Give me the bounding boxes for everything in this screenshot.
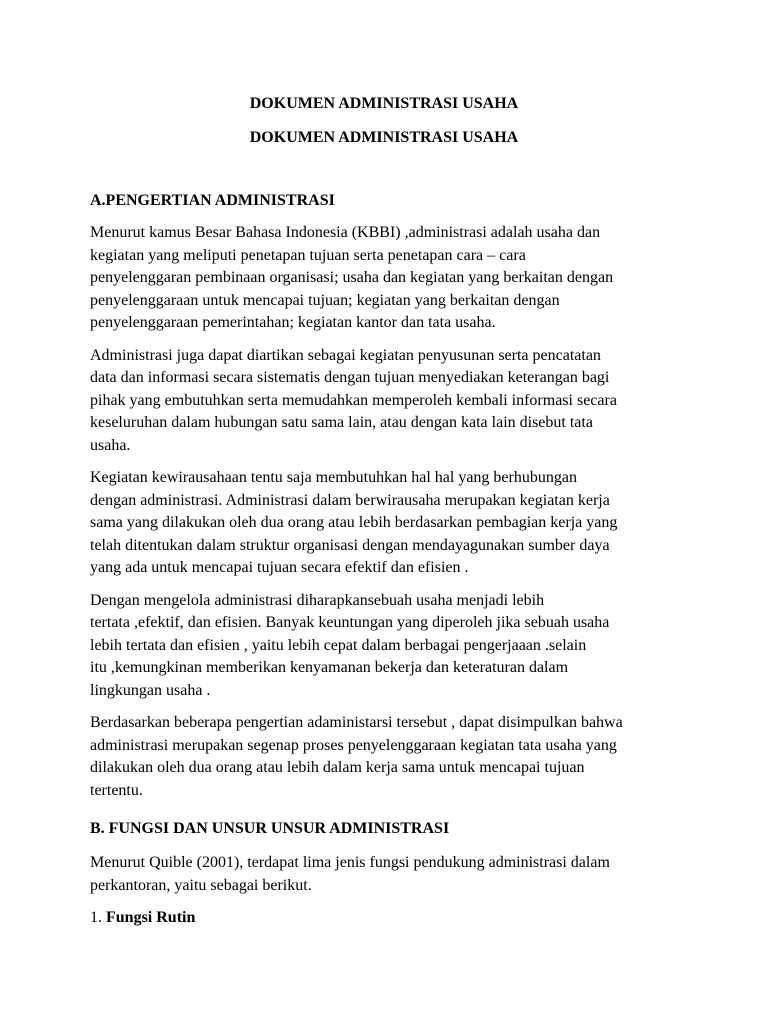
paragraph-line: lebih tertata dan efisien , yaitu lebih cepat dalam berbagai pengerjaaan .selain bbox=[90, 636, 587, 654]
document-body bbox=[90, 190, 680, 929]
paragraph-line: kegiatan yang meliputi penetapan tujuan serta penetapan cara – cara bbox=[90, 246, 526, 264]
paragraph-line: Menurut kamus Besar Bahasa Indonesia (KBBI) ,administrasi adalah usaha dan bbox=[90, 224, 601, 241]
paragraph-line: perkantoran, yaitu sebagai berikut. bbox=[90, 876, 312, 894]
paragraph-line: lingkungan usaha . bbox=[90, 681, 211, 699]
paragraph-line: Menurut Quible (2001), terdapat lima jenis fungsi pendukung administrasi dalam bbox=[90, 854, 610, 871]
document-title: DOKUMEN ADMINISTRASI USAHA bbox=[249, 95, 519, 112]
paragraph-line: Administrasi juga dapat diartikan sebagai kegiatan penyusunan serta pencatatan bbox=[90, 346, 601, 364]
paragraph-line: Kegiatan kewirausahaan tentu saja membutuhkan hal hal yang berhubungan bbox=[90, 469, 577, 486]
list-item-label: Fungsi Rutin bbox=[106, 909, 196, 926]
paragraph bbox=[90, 712, 680, 802]
paragraph bbox=[90, 222, 680, 335]
paragraph bbox=[90, 852, 680, 897]
paragraph-line: usaha. bbox=[90, 436, 131, 454]
paragraph bbox=[90, 345, 680, 458]
list-item-number: 1. bbox=[90, 909, 102, 926]
paragraph-line: pihak yang embutuhkan serta memudahkan memperoleh kembali informasi secara bbox=[90, 391, 617, 409]
paragraph-line: administrasi merupakan segenap proses penyelenggaraan kegiatan tata usaha yang bbox=[90, 736, 617, 754]
paragraph-line: penyelenggaran pembinaan organisasi; usaha dan kegiatan yang berkaitan dengan bbox=[90, 269, 614, 286]
paragraph-line: tertata ,efektif, dan efisien. Banyak keuntungan yang diperoleh jika sebuah usaha bbox=[90, 614, 610, 631]
paragraph-line: Berdasarkan beberapa pengertian adaministarsi tersebut , dapat disimpulkan bahwa bbox=[90, 714, 623, 731]
paragraph-line: tertentu. bbox=[90, 781, 143, 799]
paragraph bbox=[90, 590, 680, 703]
paragraph-line: dilakukan oleh dua orang atau lebih dalam kerja sama untuk mencapai tujuan bbox=[90, 759, 585, 776]
paragraph-line: Dengan mengelola administrasi diharapkansebuah usaha menjadi lebih bbox=[90, 591, 545, 609]
paragraph-line: sama yang dilakukan oleh dua orang atau lebih berdasarkan pembagian kerja yang bbox=[90, 514, 618, 531]
document-title-repeat: DOKUMEN ADMINISTRASI USAHA bbox=[249, 129, 519, 146]
section-a-heading: A.PENGERTIAN ADMINISTRASI bbox=[90, 192, 335, 209]
paragraph bbox=[90, 467, 680, 580]
section-b-heading: B. FUNGSI DAN UNSUR UNSUR ADMINISTRASI bbox=[90, 820, 450, 837]
paragraph-line: penyelenggaraan untuk mencapai tujuan; kegiatan yang berkaitan dengan bbox=[90, 291, 560, 309]
paragraph-line: keseluruhan dalam hubungan satu sama lain, atau dengan kata lain disebut tata bbox=[90, 414, 593, 431]
paragraph-line: telah ditentukan dalam struktur organisasi dengan mendayagunakan sumber daya bbox=[90, 536, 610, 554]
paragraph-line: data dan informasi secara sistematis dengan tujuan menyediakan keterangan bagi bbox=[90, 369, 610, 386]
list-item bbox=[90, 907, 680, 929]
paragraph-line: dengan administrasi. Administrasi dalam berwirausaha merupakan kegiatan kerja bbox=[90, 491, 610, 509]
paragraph-line: itu ,kemungkinan memberikan kenyamanan bekerja dan keteraturan dalam bbox=[90, 659, 569, 676]
paragraph-line: yang ada untuk mencapai tujuan secara efektif dan efisien . bbox=[90, 559, 469, 576]
paragraph-line: penyelenggaraan pemerintahan; kegiatan kantor dan tata usaha. bbox=[90, 314, 496, 331]
